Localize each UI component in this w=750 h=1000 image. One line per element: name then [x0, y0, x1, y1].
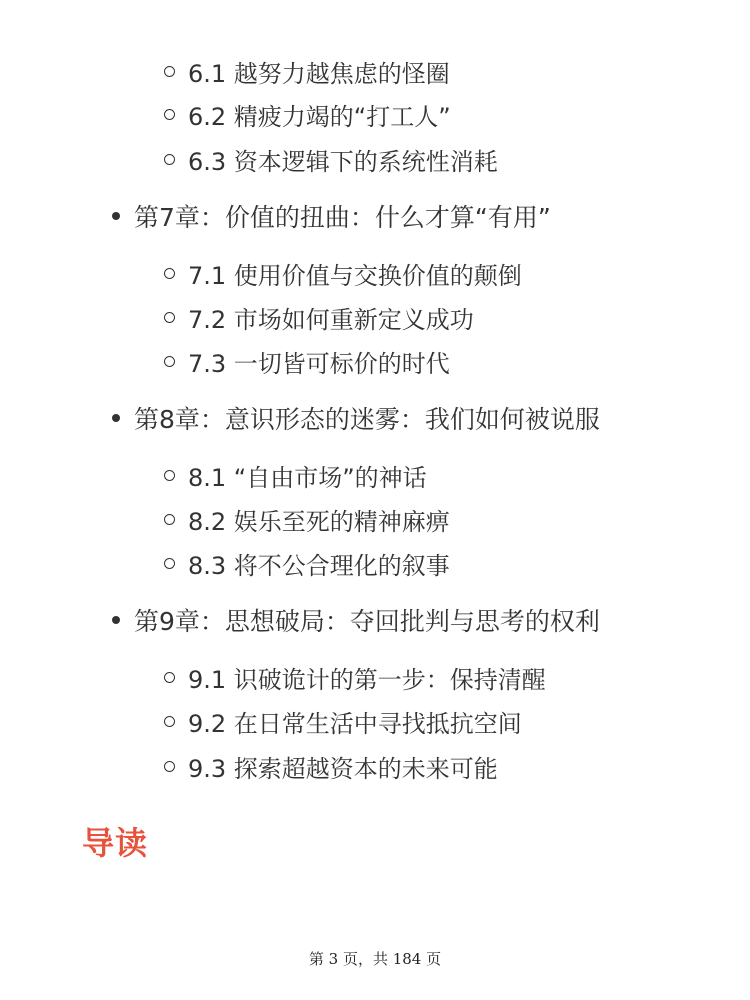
toc-subitem-label: 9.3 探索超越资本的未来可能: [188, 754, 498, 783]
toc-subitem-label: 8.2 娱乐至死的精神麻痹: [188, 507, 450, 536]
toc-subitem[interactable]: [164, 660, 546, 694]
toc-chapter[interactable]: [112, 400, 600, 436]
hollow-bullet-icon: [164, 268, 175, 279]
solid-bullet-icon: [112, 212, 120, 220]
toc-subitem-label: 6.2 精疲力竭的“打工人”: [188, 102, 451, 131]
toc-subitem[interactable]: [164, 300, 474, 334]
toc-chapter-label: 第7章：价值的扭曲：什么才算“有用”: [134, 203, 551, 232]
toc-subitem[interactable]: [164, 546, 450, 580]
toc-subitem-label: 6.3 资本逻辑下的系统性消耗: [188, 147, 498, 176]
hollow-bullet-icon: [164, 312, 175, 323]
hollow-bullet-icon: [164, 716, 175, 727]
toc-chapter-label: 第8章：意识形态的迷雾：我们如何被说服: [134, 405, 600, 434]
toc-chapter-label: 第9章：思想破局：夺回批判与思考的权利: [134, 607, 600, 636]
toc-subitem-label: 8.3 将不公合理化的叙事: [188, 551, 450, 580]
toc-subitem-label: 7.2 市场如何重新定义成功: [188, 305, 474, 334]
toc-subitem[interactable]: [164, 502, 450, 536]
hollow-bullet-icon: [164, 356, 175, 367]
toc-subitem-label: 7.1 使用价值与交换价值的颠倒: [188, 261, 522, 290]
toc-chapter[interactable]: [112, 602, 600, 638]
toc-subitem-label: 9.1 识破诡计的第一步：保持清醒: [188, 665, 546, 694]
toc-chapter[interactable]: [112, 198, 551, 234]
hollow-bullet-icon: [164, 558, 175, 569]
toc-subitem[interactable]: [164, 256, 522, 290]
toc-subitem[interactable]: [164, 458, 427, 492]
hollow-bullet-icon: [164, 109, 175, 120]
toc-subitem-label: 6.1 越努力越焦虑的怪圈: [188, 59, 450, 88]
toc-subitem-label: 8.1 “自由市场”的神话: [188, 463, 427, 492]
hollow-bullet-icon: [164, 470, 175, 481]
hollow-bullet-icon: [164, 672, 175, 683]
page-footer: 第 3 页，共 184 页: [308, 950, 442, 968]
toc-subitem-label: 9.2 在日常生活中寻找抵抗空间: [188, 709, 522, 738]
toc-subitem[interactable]: [164, 749, 498, 783]
toc-subitem[interactable]: [164, 704, 522, 738]
toc-subitem[interactable]: [164, 97, 451, 131]
toc-subitem[interactable]: [164, 54, 450, 88]
toc-subitem[interactable]: [164, 344, 450, 378]
hollow-bullet-icon: [164, 761, 175, 772]
section-heading: 导读: [82, 824, 149, 862]
hollow-bullet-icon: [164, 514, 175, 525]
solid-bullet-icon: [112, 616, 120, 624]
toc-subitem[interactable]: [164, 142, 498, 176]
hollow-bullet-icon: [164, 154, 175, 165]
hollow-bullet-icon: [164, 66, 175, 77]
toc-subitem-label: 7.3 一切皆可标价的时代: [188, 349, 450, 378]
solid-bullet-icon: [112, 414, 120, 422]
